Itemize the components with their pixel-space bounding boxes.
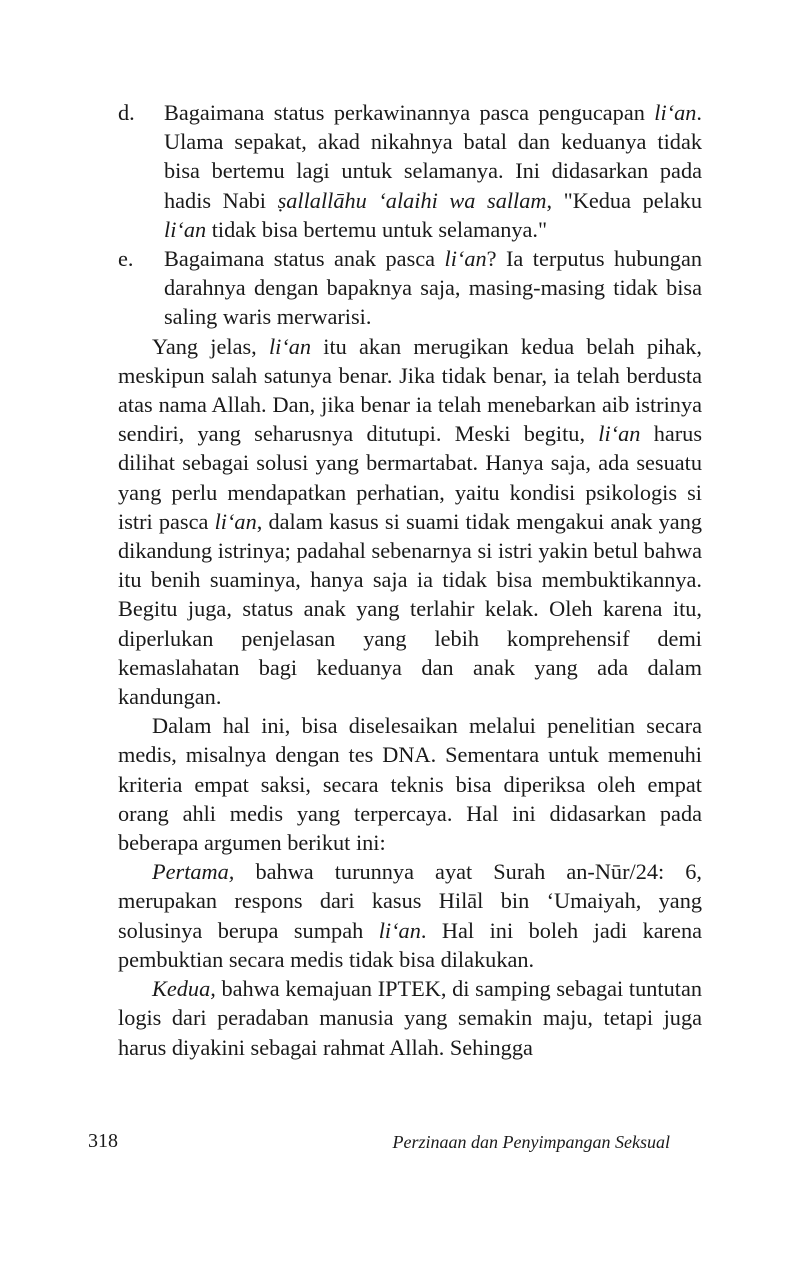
- list-item-text: Bagaimana status anak pasca li‘an? Ia terputus hubungan darahnya dengan bapaknya saja, masing-masing tidak bisa saling waris merwarisi.: [164, 246, 702, 330]
- page-number: 318: [88, 1130, 118, 1152]
- list-item-e: [118, 244, 702, 332]
- list-marker: d.: [118, 100, 135, 125]
- paragraph-4: Kedua, bahwa kemajuan IPTEK, di samping sebagai tuntutan logis dari peradaban manusia yang semakin maju, tetapi juga harus diyakini sebagai rahmat Allah. Sehingga: [118, 976, 702, 1060]
- list-item-d: [118, 98, 702, 244]
- paragraph-3: Pertama, bahwa turunnya ayat Surah an-Nūr/24: 6, merupakan respons dari kasus Hilāl bin ‘Umaiyah, yang solusinya berupa sumpah li‘an. Hal ini boleh jadi karena pembuktian secara medis tidak bisa dilakukan.: [118, 859, 702, 972]
- page-body: [118, 98, 702, 1062]
- paragraph-2: Dalam hal ini, bisa diselesaikan melalui penelitian secara medis, misalnya dengan tes DNA. Sementara untuk memenuhi kriteria empat saksi, secara teknis bisa diperiksa oleh empat orang ahli medis yang terpercaya. Hal ini didasarkan pada beberapa argumen berikut ini:: [118, 713, 702, 856]
- running-footer-title: Perzinaan dan Penyimpangan Seksual: [392, 1132, 670, 1152]
- list-marker: e.: [118, 246, 134, 272]
- list-item-text: Bagaimana status perkawinannya pasca pengucapan li‘an. Ulama sepakat, akad nikahnya batal dan keduanya tidak bisa bertemu lagi untuk selamanya. Ini didasarkan pada hadis Nabi ṣallallāhu ‘alaihi wa sallam, "Kedua pelaku li‘an tidak bisa bertemu untuk selamanya.": [164, 100, 702, 242]
- paragraph-1: Yang jelas, li‘an itu akan merugikan kedua belah pihak, meskipun salah satunya benar. Jika tidak benar, ia telah berdusta atas nama Allah. Dan, jika benar ia telah menebarkan aib istrinya sendiri, yang seharusnya ditutupi. Meski begitu, li‘an harus dilihat sebagai solusi yang bermartabat. Hanya saja, ada sesuatu yang perlu mendapatkan perhatian, yaitu kondisi psikologis si istri pasca li‘an, dalam kasus si suami tidak mengakui anak yang dikandung istrinya; padahal sebenarnya si istri yakin betul bahwa itu benih suaminya, hanya saja ia tidak bisa membuktikannya. Begitu juga, status anak yang terlahir kelak. Oleh karena itu, diperlukan penjelasan yang lebih komprehensif demi kemaslahatan bagi keduanya dan anak yang ada dalam kandungan.: [118, 333, 702, 710]
